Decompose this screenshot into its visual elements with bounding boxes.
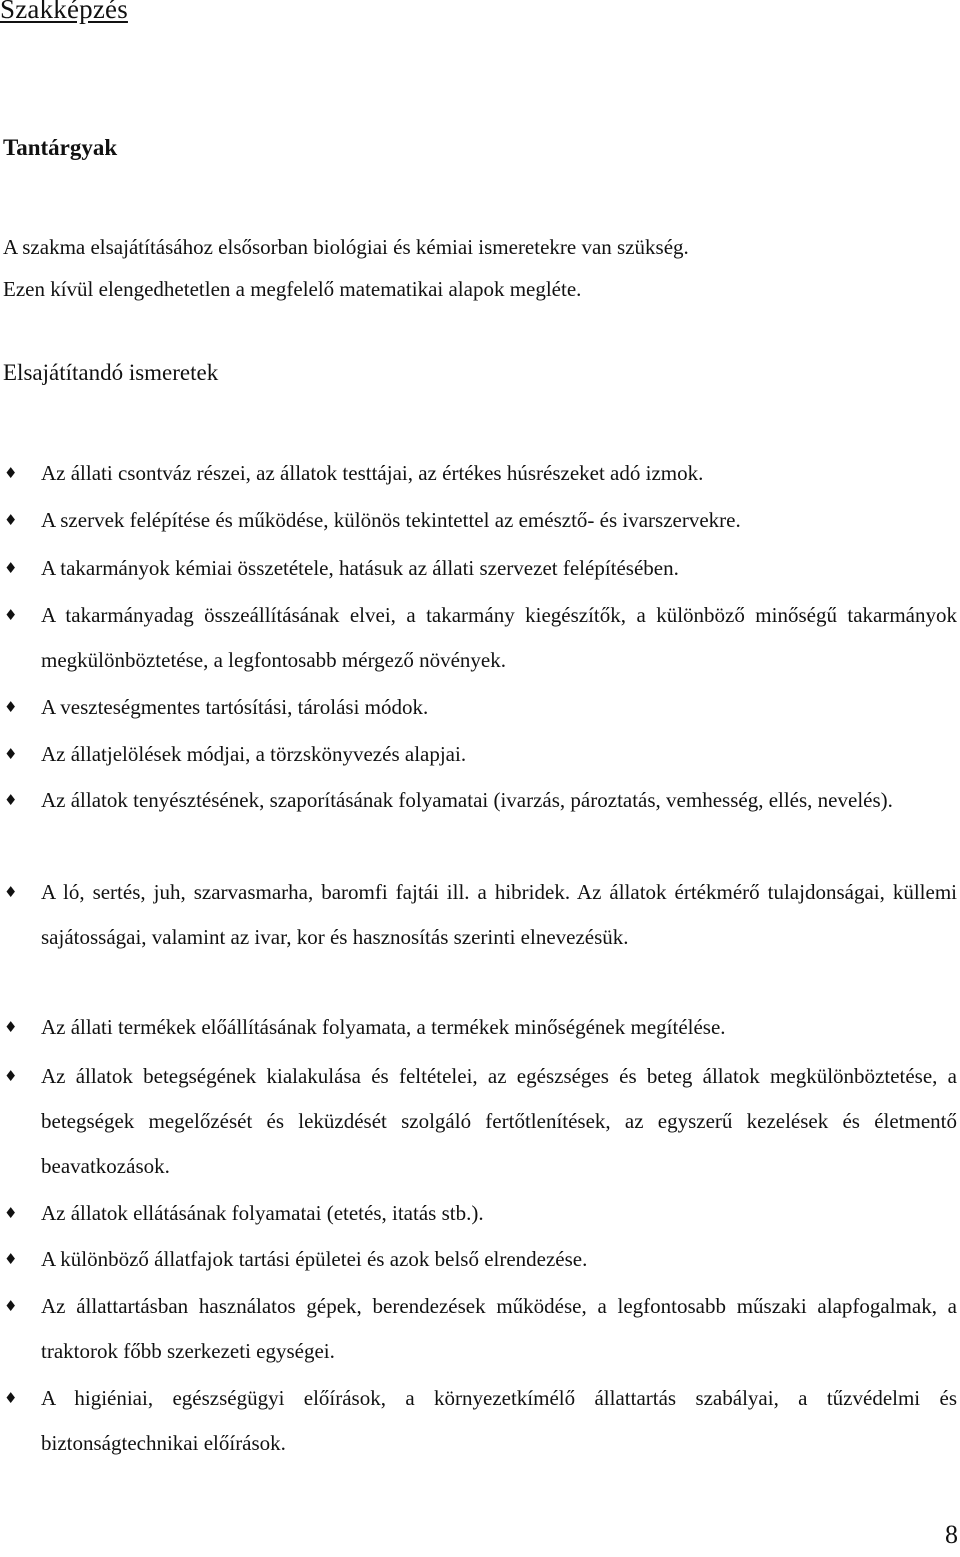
list-item-text: A veszteségmentes tartósítási, tárolási módok.	[41, 695, 429, 719]
diamond-bullet-icon: ♦	[4, 511, 18, 529]
list-item	[0, 1284, 957, 1374]
list-item-text: A takarmányadag összeállításának elvei, a takarmány kiegészítők, a különböző minőségű takarmányok megkülönböztetése, a legfontosabb mérgező növények.	[41, 603, 957, 672]
list-item-text: A higiéniai, egészségügyi előírások, a környezetkímélő állattartás szabályai, a tűzvédelmi és biztonságtechnikai előírások.	[41, 1386, 957, 1455]
list-item	[0, 1237, 957, 1282]
list-item-text: Az állatok betegségének kialakulása és feltételei, az egészséges és beteg állatok megkülönböztetése, a betegségek megelőzését és leküzdését szolgáló fertőtlenítések, az egyszerű kezelések és életmentő beavatkozások.	[41, 1064, 957, 1178]
intro-paragraph	[3, 226, 943, 310]
diamond-bullet-icon: ♦	[4, 1018, 18, 1036]
list-item	[0, 1054, 957, 1189]
diamond-bullet-icon: ♦	[4, 883, 18, 901]
list-item-text: Az állatok tenyésztésének, szaporításának folyamatai (ivarzás, pároztatás, vemhesség, ellés, nevelés).	[41, 788, 893, 812]
diamond-bullet-icon: ♦	[4, 559, 18, 577]
list-item	[0, 451, 957, 496]
diamond-bullet-icon: ♦	[4, 698, 18, 716]
list-item-text: Az állati csontváz részei, az állatok testtájai, az értékes húsrészeket adó izmok.	[41, 461, 704, 485]
list-item-text: A ló, sertés, juh, szarvasmarha, baromfi fajtái ill. a hibridek. Az állatok értékmérő tulajdonságai, küllemi sajátosságai, valamint az ivar, kor és hasznosítás szerinti elnevezésük.	[41, 880, 957, 949]
diamond-bullet-icon: ♦	[4, 1067, 18, 1085]
page-title: Szakképzés	[0, 0, 128, 24]
list-item	[0, 1005, 957, 1050]
diamond-bullet-icon: ♦	[4, 1389, 18, 1407]
diamond-bullet-icon: ♦	[4, 1204, 18, 1222]
list-item-text: Az állatjelölések módjai, a törzskönyvezés alapjai.	[41, 742, 467, 766]
list-item-text: A különböző állatfajok tartási épületei és azok belső elrendezése.	[41, 1247, 588, 1271]
list-item	[0, 685, 957, 730]
subjects-heading: Tantárgyak	[3, 135, 118, 160]
list-item-text: Az állattartásban használatos gépek, berendezések működése, a legfontosabb műszaki alapfogalmak, a traktorok főbb szerkezeti egységei.	[41, 1294, 957, 1363]
list-item	[0, 870, 957, 960]
list-item-text: Az állati termékek előállításának folyamata, a termékek minőségének megítélése.	[41, 1015, 726, 1039]
diamond-bullet-icon: ♦	[4, 1250, 18, 1268]
diamond-bullet-icon: ♦	[4, 791, 18, 809]
knowledge-heading: Elsajátítandó ismeretek	[3, 360, 219, 385]
diamond-bullet-icon: ♦	[4, 1297, 18, 1315]
list-item	[0, 546, 957, 591]
diamond-bullet-icon: ♦	[4, 745, 18, 763]
intro-line-1: A szakma elsajátításához elsősorban biológiai és kémiai ismeretekre van szükség.	[3, 235, 689, 259]
list-item	[0, 593, 957, 683]
list-item	[0, 498, 957, 543]
diamond-bullet-icon: ♦	[4, 464, 18, 482]
list-item	[0, 1376, 957, 1466]
list-item-text: A szervek felépítése és működése, különös tekintettel az emésztő- és ivarszervekre.	[41, 508, 741, 532]
list-item-text: A takarmányok kémiai összetétele, hatásuk az állati szervezet felépítésében.	[41, 556, 679, 580]
list-item	[0, 732, 957, 777]
list-item	[0, 1191, 957, 1236]
list-item	[0, 778, 957, 823]
list-item-text: Az állatok ellátásának folyamatai (etetés, itatás stb.).	[41, 1201, 484, 1225]
diamond-bullet-icon: ♦	[4, 606, 18, 624]
intro-line-2: Ezen kívül elengedhetetlen a megfelelő matematikai alapok megléte.	[3, 277, 582, 301]
page-number: 8	[945, 1520, 958, 1549]
